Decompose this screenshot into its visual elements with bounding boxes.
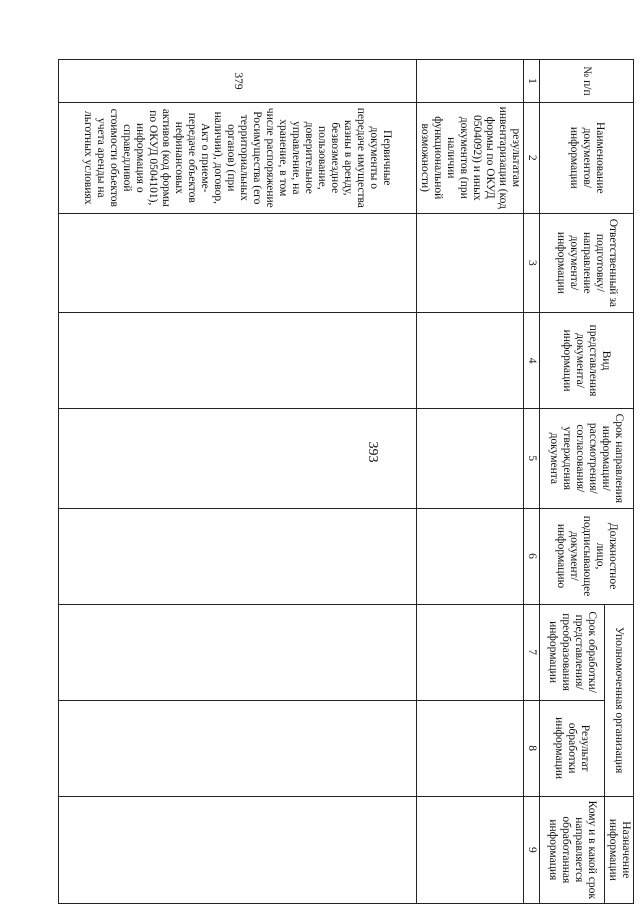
column-number: 1 xyxy=(524,60,540,103)
column-number: 9 xyxy=(524,796,540,903)
rotated-table-wrapper xyxy=(58,59,634,904)
header-row-top xyxy=(605,60,634,904)
column-number: 6 xyxy=(524,508,540,604)
header-group-purpose: Назначение информации xyxy=(605,796,634,903)
row-cell-empty xyxy=(59,508,417,604)
column-number: 3 xyxy=(524,213,540,312)
row-cell-empty xyxy=(417,508,524,604)
header-official: Должностное лицо, подписывающее документ/ информацию xyxy=(540,508,634,604)
row-cell-empty xyxy=(59,604,417,700)
column-number-row xyxy=(524,60,540,904)
row-cell-empty xyxy=(417,796,524,903)
table-row xyxy=(59,60,417,904)
row-cell-empty xyxy=(59,213,417,312)
header-responsible: Ответственный за подготовку/ направление документа/ информации xyxy=(540,213,634,312)
column-number: 2 xyxy=(524,102,540,213)
header-recipient: Кому и в какой срок направляется обработанная информация xyxy=(540,796,605,903)
column-number: 5 xyxy=(524,409,540,508)
row-number xyxy=(417,60,524,103)
row-cell-empty xyxy=(59,313,417,409)
header-type: Вид представления документа/ информации xyxy=(540,313,634,409)
header-processing-time: Срок обработки/ представления/ преобразования информации xyxy=(540,604,605,700)
row-cell-empty xyxy=(417,409,524,508)
row-document-name: Первичные документы о передаче имущества казны в аренду, безвозмездное пользование, доверительное управление, на хранение, в том числе распоряжение Росимущества (его территориальных органов) (при наличии), договор, Акт о приеме-передаче объектов нефинансовых активов (код формы по ОКУД 0504101), информация о справедливой стоимости объектов учета аренды на льготных условиях xyxy=(59,102,417,213)
document-table xyxy=(58,59,634,904)
header-num: № п/п xyxy=(540,60,634,103)
row-cell-empty xyxy=(417,313,524,409)
header-result: Результат обработки информации xyxy=(540,700,605,796)
row-cell-empty xyxy=(59,409,417,508)
column-number: 8 xyxy=(524,700,540,796)
row-cell-empty xyxy=(59,796,417,903)
row-cell-empty xyxy=(417,213,524,312)
header-name: Наименование документов/ информации xyxy=(540,102,634,213)
column-number: 4 xyxy=(524,313,540,409)
header-deadline: Срок направления информации/ рассмотрения/ согласования/ утверждения документа xyxy=(540,409,634,508)
row-cell-empty xyxy=(417,700,524,796)
header-group-org: Уполномоченная организация xyxy=(605,604,634,796)
table-row xyxy=(417,60,524,904)
column-number: 7 xyxy=(524,604,540,700)
row-cell-empty xyxy=(417,604,524,700)
row-number: 379 xyxy=(59,60,417,103)
row-document-name: результатам инвентаризации (код формы по ОКУД 0504092)) и иных документов (при наличии функциональной возможности) xyxy=(417,102,524,213)
page-number: 393 xyxy=(365,441,380,463)
row-cell-empty xyxy=(59,700,417,796)
